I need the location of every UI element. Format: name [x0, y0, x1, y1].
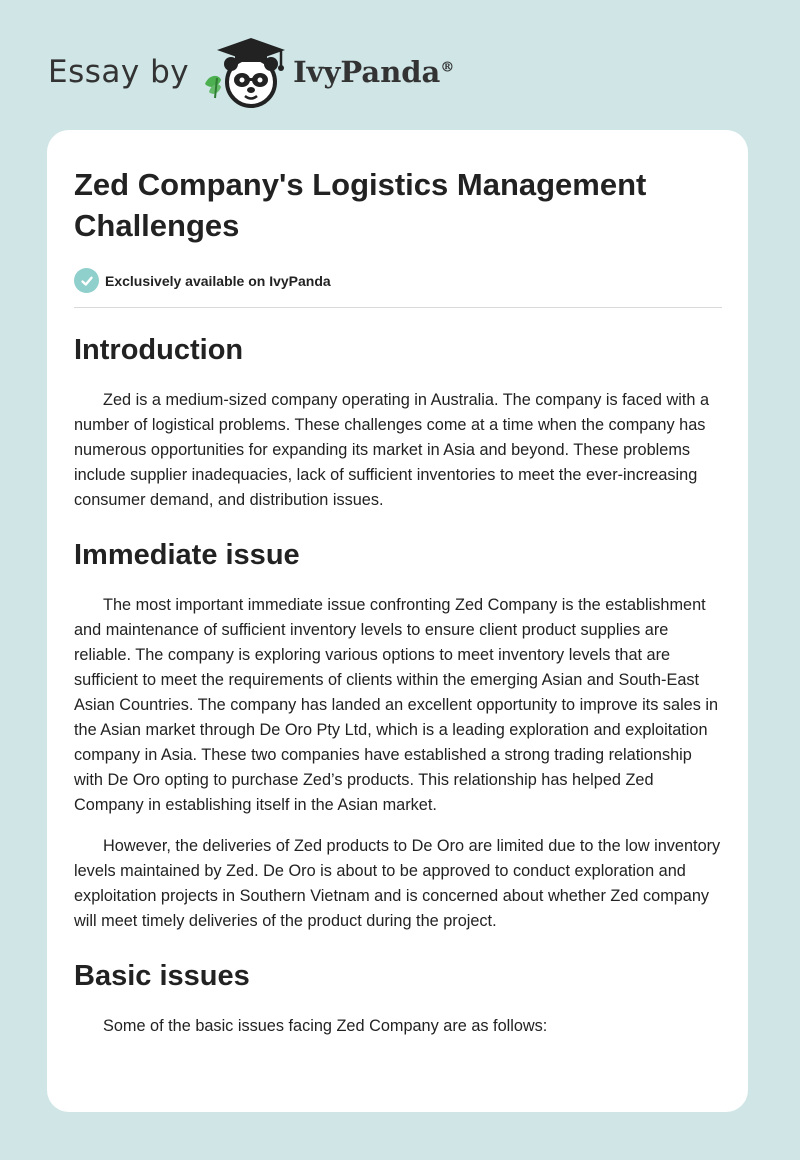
- brand-name: [293, 55, 454, 89]
- page-title: Zed Company's Logistics Management Challenges: [74, 167, 647, 243]
- section-heading-introduction: Introduction: [74, 334, 244, 366]
- site-logo[interactable]: [48, 32, 454, 112]
- section-heading-basic-issues: Basic issues: [74, 960, 250, 992]
- brand-registered-mark: ®: [440, 59, 455, 76]
- essay-card: [47, 130, 748, 1112]
- brand-prefix: Essay by: [48, 54, 190, 90]
- brand-name-text: IvyPanda: [293, 55, 441, 89]
- paragraph: Some of the basic issues facing Zed Company are as follows:: [103, 1017, 548, 1035]
- paragraph: Zed is a medium-sized company operating in Australia. The company is faced with a number of logistical problems. These challenges come at a time when the company has numerous opportunities for expanding its market in Asia and beyond. These problems include supplier inadequacies, lack of sufficient inventories to meet the ever-increasing consumer demand, and distribution issues.: [74, 391, 710, 509]
- paragraph: The most important immediate issue confronting Zed Company is the establishment and maintenance of sufficient inventory levels to ensure client product supplies are reliable. The company is exploring various options to meet inventory levels that are sufficient to meet the requirements of clients within the emerging Asian and South-East Asian Countries. The company has landed an excellent opportunity to improve its sales in the Asian market through De Oro Pty Ltd, which is a leading exploration and exploitation company in Asia. These two companies have established a strong trading relationship with De Oro opting to purchase Zed’s products. This relationship has helped Zed Company in establishing itself in the Asian market.: [74, 596, 719, 814]
- exclusive-badge: [74, 268, 722, 308]
- panda-mascot-icon: [199, 32, 289, 112]
- badge-label: Exclusively available on IvyPanda: [105, 272, 331, 289]
- paragraph: However, the deliveries of Zed products to De Oro are limited due to the low inventory levels maintained by Zed. De Oro is about to be approved to conduct exploration and exploitation projects in Southern Vietnam and is concerned about whether Zed company will meet timely deliveries of the product during the project.: [74, 837, 721, 930]
- section-heading-immediate-issue: Immediate issue: [74, 539, 300, 571]
- check-icon: [74, 268, 99, 293]
